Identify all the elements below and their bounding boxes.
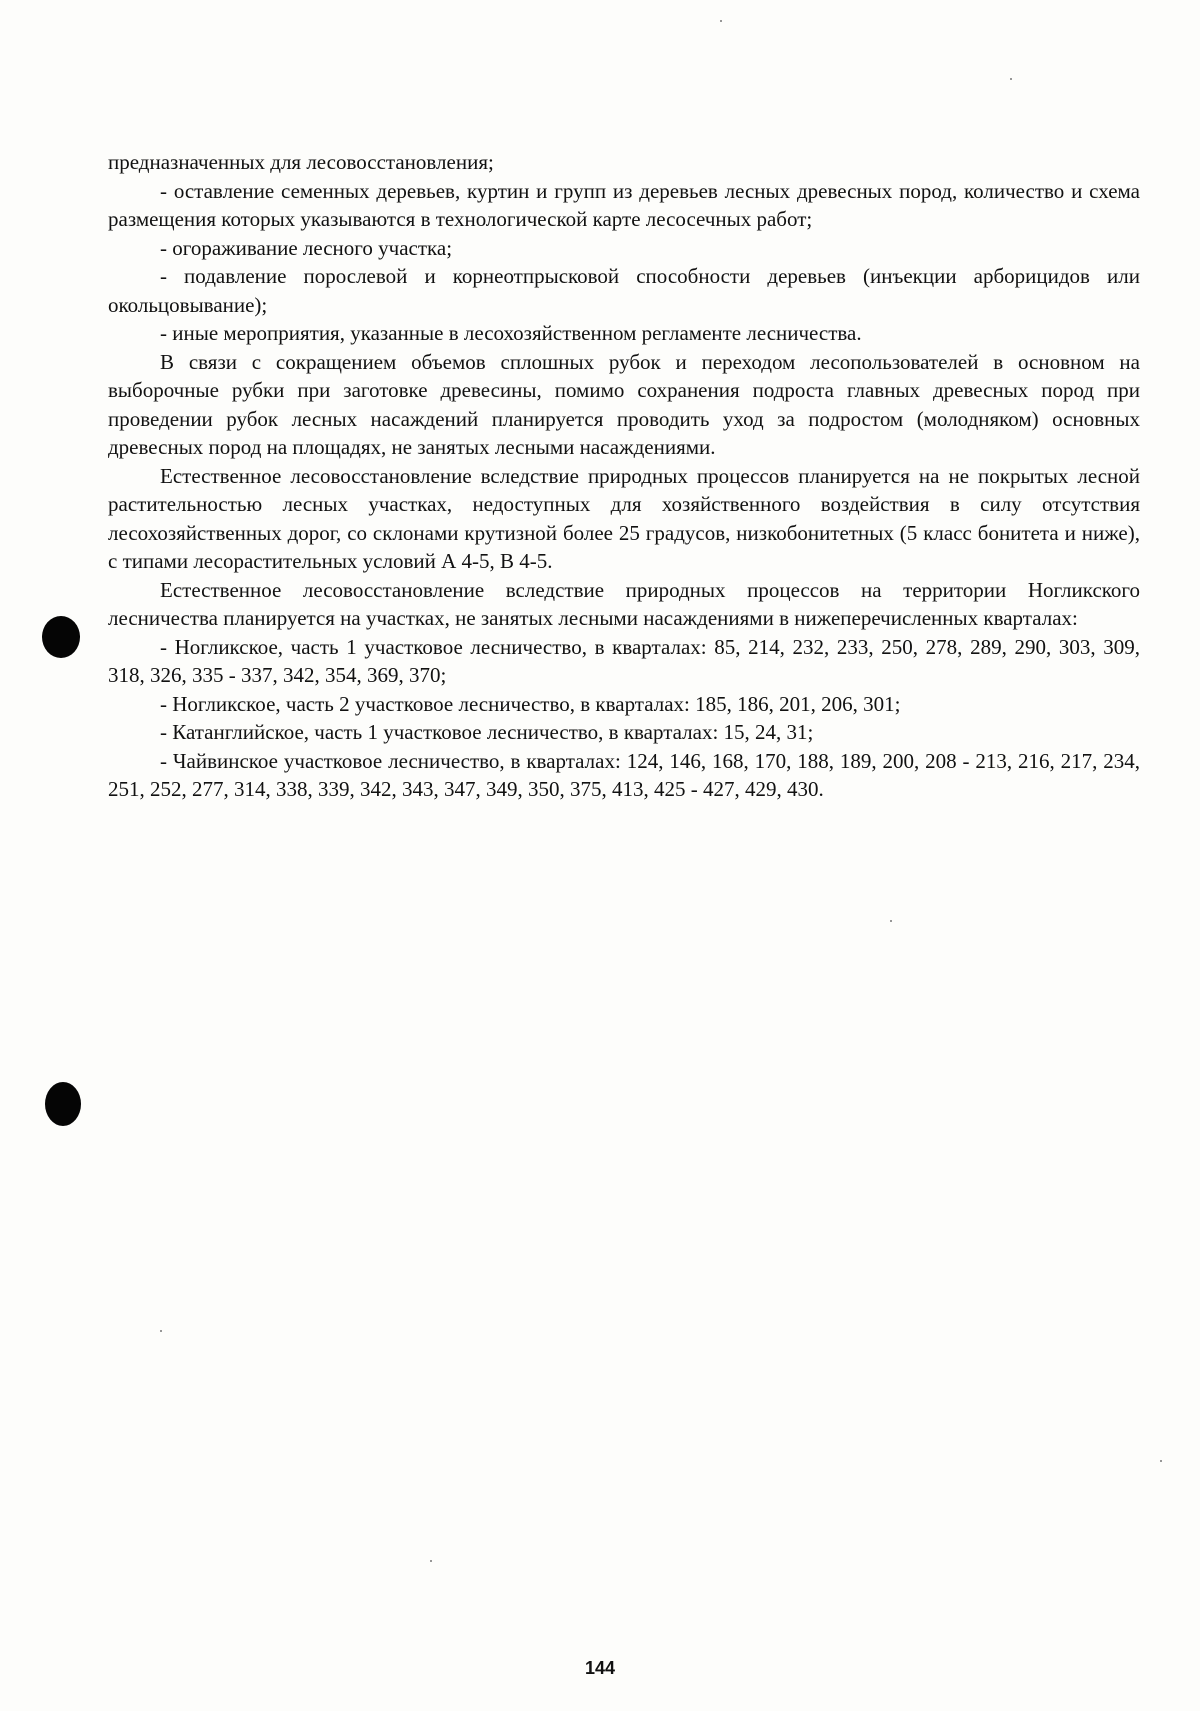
paragraph: - Катанглийское, часть 1 участковое лесничество, в кварталах: 15, 24, 31; bbox=[160, 720, 814, 744]
scan-speck bbox=[1160, 1460, 1162, 1462]
scan-speck bbox=[720, 20, 722, 22]
scan-speck bbox=[430, 1560, 432, 1562]
paragraph: предназначенных для лесовосстановления; bbox=[108, 150, 494, 174]
paragraph: Естественное лесовосстановление вследствие природных процессов на территории Ногликского лесничества планируется на участках, не занятых лесными насаждениями в нижеперечисленных кварталах: bbox=[108, 577, 1140, 630]
paragraph: - Ногликское, часть 1 участковое лесничество, в кварталах: 85, 214, 232, 233, 250, 278, 289, 290, 303, 309, 318, 326, 335 - 337, 342, 354, 369, 370; bbox=[108, 634, 1140, 687]
paragraph: - иные мероприятия, указанные в лесохозяйственном регламенте лесничества. bbox=[160, 321, 862, 345]
paragraph: Естественное лесовосстановление вследствие природных процессов планируется на не покрытых лесной растительностью лесных участках, недоступных для хозяйственного воздействия в силу отсутствия лесохозяйственных дорог, со склонами крутизной более 25 градусов, низкобонитетных (5 класс бонитета и ниже), с типами лесорастительных условий А 4-5, В 4-5. bbox=[108, 463, 1140, 573]
document-body bbox=[108, 148, 1140, 804]
paragraph: - Ногликское, часть 2 участковое лесничество, в кварталах: 185, 186, 201, 206, 301; bbox=[160, 691, 901, 716]
paragraph: В связи с сокращением объемов сплошных рубок и переходом лесопользователей в основном на выборочные рубки при заготовке древесины, помимо сохранения подроста главных древесных пород при проведении рубок лесных насаждений планируется проводить уход за подростом (молодняком) основных древесных пород на площадях, не занятых лесными насаждениями. bbox=[108, 349, 1140, 459]
paragraph: - оставление семенных деревьев, куртин и групп из деревьев лесных древесных пород, количество и схема размещения которых указываются в технологической карте лесосечных работ; bbox=[108, 178, 1140, 231]
scan-speck bbox=[890, 920, 892, 922]
paragraph: - огораживание лесного участка; bbox=[160, 235, 453, 260]
punch-hole-mark bbox=[42, 616, 80, 658]
paragraph: - Чайвинское участковое лесничество, в кварталах: 124, 146, 168, 170, 188, 189, 200, 208 - 213, 216, 217, 234, 251, 252, 277, 314, 338, 339, 342, 343, 347, 349, 350, 375, 413, 425 - 427, 429, 430. bbox=[108, 748, 1140, 801]
scan-speck bbox=[160, 1330, 162, 1332]
scan-speck bbox=[1010, 78, 1012, 80]
page-number: 144 bbox=[584, 1658, 616, 1678]
paragraph: - подавление порослевой и корнеотпрысковой способности деревьев (инъекции арборицидов или окольцовывание); bbox=[108, 264, 1140, 317]
punch-hole-mark bbox=[45, 1082, 81, 1126]
